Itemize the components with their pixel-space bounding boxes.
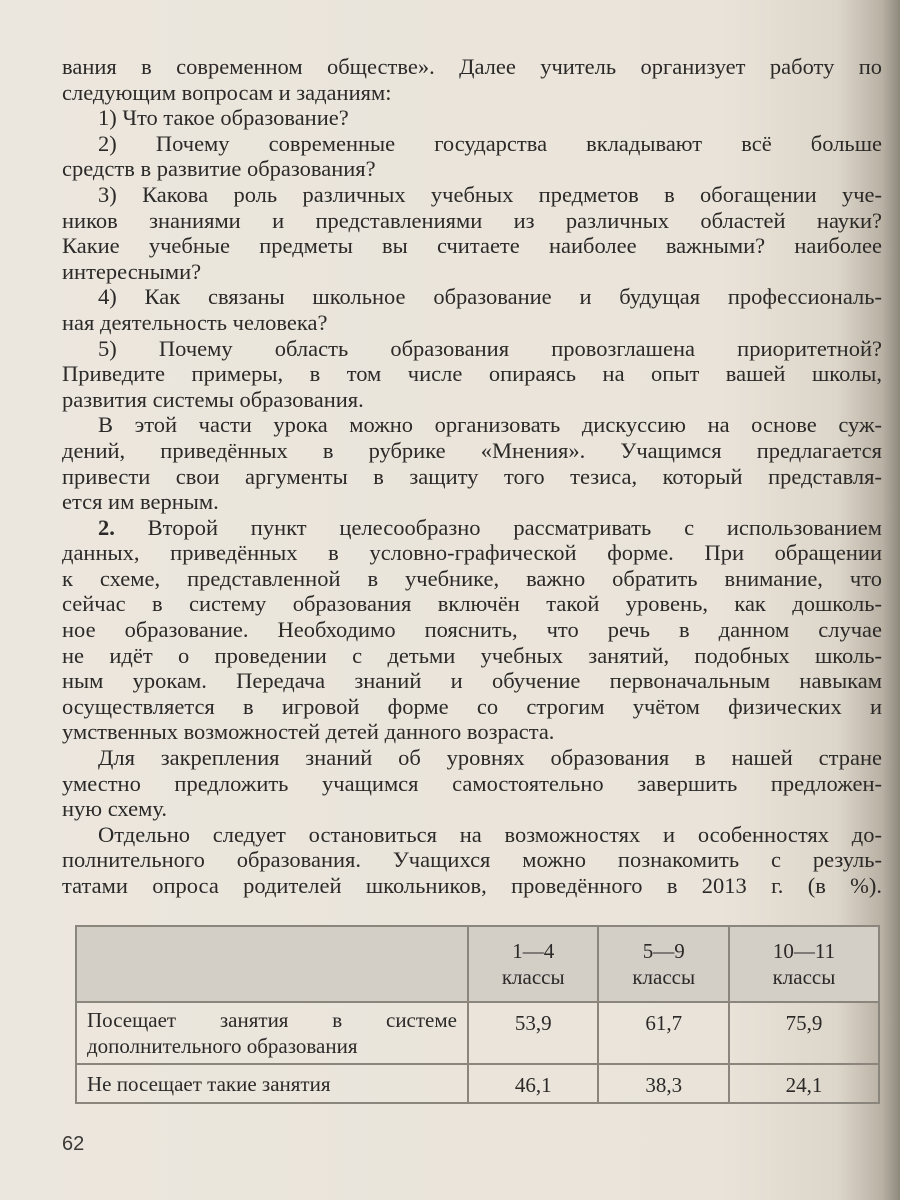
header-empty — [76, 926, 468, 1002]
text-line-content: Приведите примеры, в том числе опираясь на опыт вашей школы, — [62, 361, 882, 387]
text-line — [62, 847, 882, 873]
text-line — [62, 873, 882, 899]
cell-value: 75,9 — [729, 1002, 879, 1064]
cell-value: 61,7 — [598, 1002, 728, 1064]
text-line-content: следующим вопросам и заданиям: — [62, 79, 392, 105]
text-line-content: 5) Почему область образования провозглашена приоритетной? — [98, 335, 882, 361]
text-line — [62, 771, 882, 797]
text-line-content: средств в развитие образования? — [62, 156, 376, 182]
text-line-content: данных, приведённых в условно-графической форме. При обращении — [62, 540, 882, 566]
text-line-content: ная деятельность человека? — [62, 309, 328, 335]
text-line — [62, 54, 882, 80]
text-line-content: ное образование. Необходимо пояснить, что речь в данном случае — [62, 617, 882, 643]
text-line — [62, 643, 882, 669]
text-line-content: не идёт о проведении с детьми учебных занятий, подобных школь- — [62, 642, 882, 668]
text-line — [62, 668, 882, 694]
text-line — [62, 694, 882, 720]
row-label: Посещает занятия в системе дополнительного образования — [76, 1002, 468, 1064]
text-line-content: 3) Какова роль различных учебных предметов в обогащении уче- — [98, 181, 882, 207]
text-line-content: к схеме, представленной в учебнике, важно обратить внимание, что — [62, 565, 882, 591]
section-number: 2. — [98, 514, 115, 540]
text-line — [62, 105, 882, 131]
survey-table — [75, 925, 880, 1104]
text-line — [62, 617, 882, 643]
text-line-content: уместно предложить учащимся самостоятельно завершить предложен- — [62, 770, 882, 796]
text-line-content: Для закрепления знаний об уровнях образования в нашей стране — [98, 745, 882, 771]
text-line-content: 2) Почему современные государства вкладывают всё больше — [98, 130, 882, 156]
text-line — [62, 208, 882, 234]
text-line — [62, 156, 882, 182]
text-line — [62, 489, 882, 515]
table-header-row — [76, 926, 879, 1002]
text-line-content: умственных возможностей детей данного возраста. — [62, 719, 555, 745]
text-line-content: Какие учебные предметы вы считаете наиболее важными? наиболее — [62, 233, 882, 259]
cell-value: 53,9 — [468, 1002, 598, 1064]
header-grades-1-4: 1—4 классы — [468, 926, 598, 1002]
text-line — [62, 566, 882, 592]
text-line — [62, 591, 882, 617]
page-number: 62 — [62, 1133, 85, 1155]
text-line-content: Отдельно следует остановиться на возможностях и особенностях до- — [98, 821, 882, 847]
text-line — [62, 387, 882, 413]
body-text — [62, 54, 882, 899]
text-line — [62, 336, 882, 362]
text-line-content: ную схему. — [62, 796, 167, 822]
text-line — [62, 745, 882, 771]
text-line — [62, 259, 882, 285]
text-line — [62, 310, 882, 336]
text-line-content: татами опроса родителей школьников, проведённого в 2013 г. (в %). — [62, 873, 882, 898]
text-line-content: ется им верным. — [62, 489, 219, 515]
text-line-content: В этой части урока можно организовать дискуссию на основе суж- — [98, 412, 882, 438]
text-line — [62, 412, 882, 438]
text-line-content: 4) Как связаны школьное образование и будущая профессиональ- — [98, 284, 882, 310]
text-line-content: полнительного образования. Учащихся можно познакомить с резуль- — [62, 847, 882, 873]
text-line — [62, 284, 882, 310]
text-line — [62, 464, 882, 490]
text-line — [62, 822, 882, 848]
header-grades-5-9: 5—9 классы — [598, 926, 728, 1002]
text-line — [62, 796, 882, 822]
text-line-content: привести свои аргументы в защиту того тезиса, который представля- — [62, 463, 882, 489]
header-grades-10-11: 10—11 классы — [729, 926, 879, 1002]
text-line-content: сейчас в систему образования включён такой уровень, как дошколь- — [62, 591, 882, 617]
row-label: Не посещает такие занятия — [76, 1064, 468, 1103]
text-line-content: Второй пункт целесообразно рассматривать с использованием — [114, 514, 882, 540]
text-line — [62, 182, 882, 208]
text-line — [62, 438, 882, 464]
text-line-content: 1) Что такое образование? — [98, 105, 349, 131]
table-row — [76, 1002, 879, 1064]
text-line-content: ников знаниями и представлениями из различных областей науки? — [62, 207, 882, 233]
text-line — [62, 361, 882, 387]
text-line-content: осуществляется в игровой форме со строгим учётом физических и — [62, 693, 882, 719]
text-line-content: дений, приведённых в рубрике «Мнения». Учащимся предлагается — [62, 437, 882, 463]
text-line-content: вания в современном обществе». Далее учитель организует работу по — [62, 54, 882, 79]
table-row — [76, 1064, 879, 1103]
text-line — [62, 131, 882, 157]
text-line-content: интересными? — [62, 258, 202, 284]
cell-value: 46,1 — [468, 1064, 598, 1103]
text-line-content: ным урокам. Передача знаний и обучение первоначальным навыкам — [62, 668, 882, 694]
text-line — [62, 719, 882, 745]
text-line — [62, 540, 882, 566]
text-line — [62, 515, 882, 541]
text-line-content: развития системы образования. — [62, 386, 364, 412]
cell-value: 24,1 — [729, 1064, 879, 1103]
cell-value: 38,3 — [598, 1064, 728, 1103]
text-line — [62, 233, 882, 259]
text-line — [62, 80, 882, 106]
